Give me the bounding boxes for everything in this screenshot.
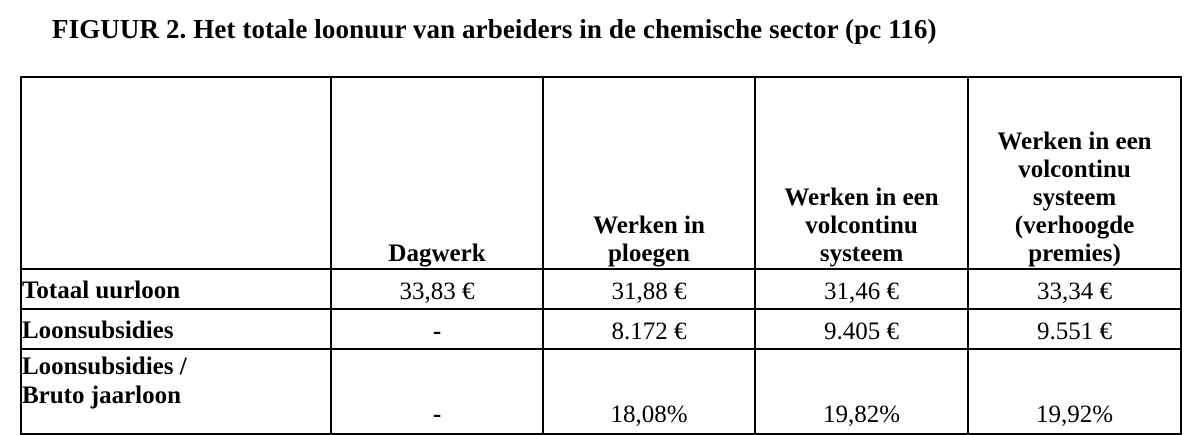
cell-ratio-ploegen: 18,08% xyxy=(543,349,755,434)
column-header-dagwerk xyxy=(331,77,543,269)
column-header-ploegen xyxy=(543,77,755,269)
cell-ratio-volcontinu: 19,82% xyxy=(755,349,968,434)
cell-loonsubsidies-dagwerk: - xyxy=(331,309,543,349)
cell-totaal-uurloon-dagwerk: 33,83 € xyxy=(331,269,543,309)
row-label-loonsubsidies: Loonsubsidies xyxy=(21,309,331,349)
cell-totaal-uurloon-volcontinu-premies: 33,34 € xyxy=(968,269,1181,309)
row-label-line-1: Loonsubsidies / xyxy=(22,353,187,380)
row-label-line-2: Bruto jaarloon xyxy=(22,381,182,409)
page-title: FIGUUR 2. Het totale loonuur van arbeiders in de chemische sector (pc 116) xyxy=(52,14,937,44)
row-label-totaal-uurloon: Totaal uurloon xyxy=(21,269,331,309)
column-header-ploegen-label: Werken in ploegen xyxy=(593,212,705,267)
cell-loonsubsidies-ploegen: 8.172 € xyxy=(543,309,755,349)
row-label-loonsubsidies-bruto-jaarloon xyxy=(21,349,331,434)
cell-loonsubsidies-volcontinu: 9.405 € xyxy=(755,309,968,349)
cell-totaal-uurloon-ploegen: 31,88 € xyxy=(543,269,755,309)
table-wrapper xyxy=(20,76,1180,435)
wage-cost-table xyxy=(20,76,1182,435)
cell-totaal-uurloon-volcontinu: 31,46 € xyxy=(755,269,968,309)
table-corner-cell xyxy=(21,77,331,269)
column-header-volcontinu-label: Werken in een volcontinu systeem xyxy=(784,184,939,267)
column-header-dagwerk-label: Dagwerk xyxy=(388,240,486,267)
table-header-row xyxy=(21,77,1181,269)
table-row-totaal-uurloon xyxy=(21,269,1181,309)
table-row-loonsubsidies-bruto-jaarloon xyxy=(21,349,1181,434)
cell-ratio-volcontinu-premies: 19,92% xyxy=(968,349,1181,434)
column-header-volcontinu-verhoogde-premies-label: Werken in een volcontinu systeem (verhoogde premies) xyxy=(997,128,1152,267)
column-header-volcontinu-verhoogde-premies xyxy=(968,77,1181,269)
table-row-loonsubsidies xyxy=(21,309,1181,349)
cell-ratio-dagwerk: - xyxy=(331,349,543,434)
cell-loonsubsidies-volcontinu-premies: 9.551 € xyxy=(968,309,1181,349)
column-header-volcontinu xyxy=(755,77,968,269)
